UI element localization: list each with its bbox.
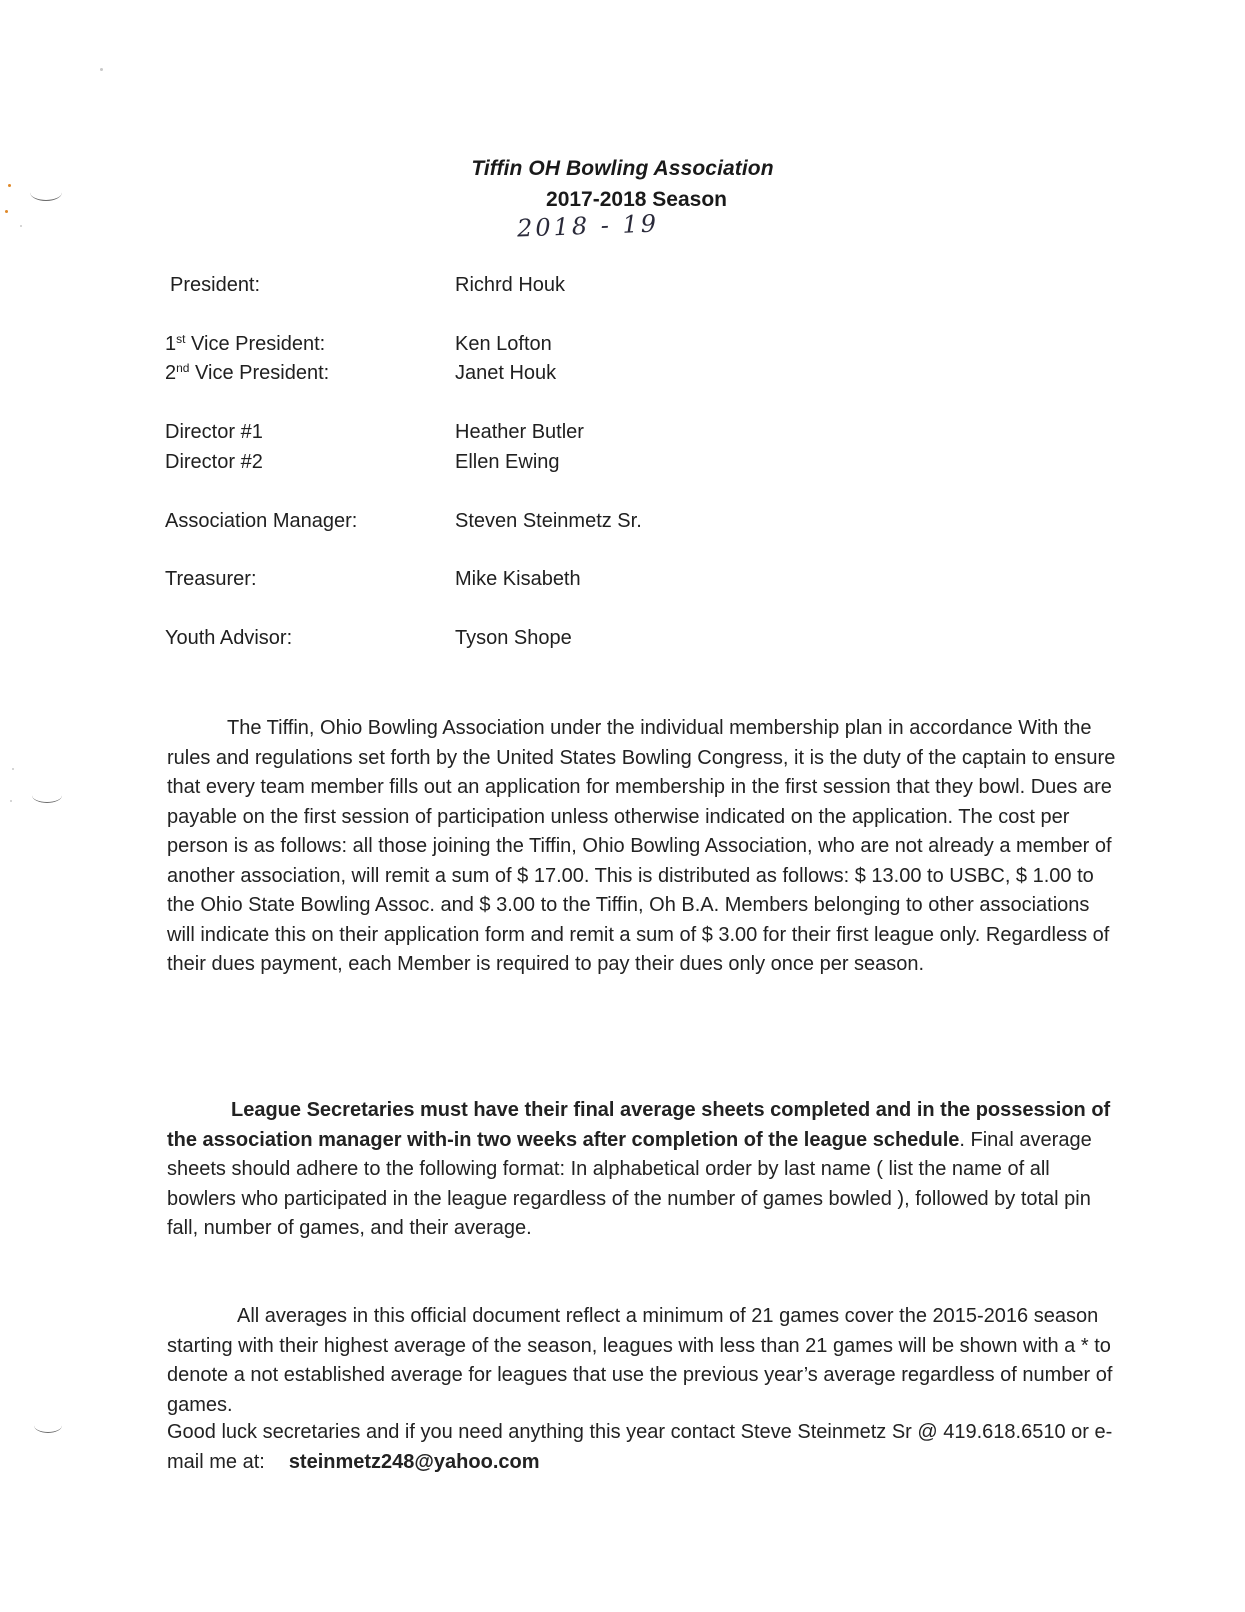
secretaries-bold-text: League Secretaries must have their final average sheets completed and in the possession of the association manager with-in two weeks after completion of the league schedule	[167, 1099, 1111, 1151]
officer-name: Richrd Houk	[455, 274, 566, 296]
officer-role: President:	[170, 274, 261, 296]
contact-email-link[interactable]: steinmetz248@yahoo.com	[288, 1450, 540, 1473]
officer-name: Mike Kisabeth	[455, 568, 581, 590]
document-title: Tiffin OH Bowling Association	[471, 157, 774, 180]
officer-role: Director #1	[165, 421, 263, 443]
officer-role: 2nd Vice President:	[165, 361, 330, 384]
handwritten-season-correction: 2018 - 19	[516, 209, 660, 243]
scan-mark	[32, 788, 62, 803]
officer-name: Heather Butler	[455, 421, 584, 443]
membership-paragraph	[167, 714, 1117, 980]
officer-role: 1st Vice President:	[165, 332, 326, 355]
scan-speck	[100, 68, 103, 71]
officer-role: Youth Advisor:	[165, 627, 293, 649]
scan-speck	[10, 800, 12, 802]
contact-text: Good luck secretaries and if you need anything this year contact Steve Steinmetz Sr @ 419.618.6510 or e-mail me at:	[167, 1421, 1113, 1473]
scan-speck	[20, 225, 22, 227]
averages-text: All averages in this official document reflect a minimum of 21 games cover the 2015-2016 season starting with their highest average of the season, leagues with less than 21 games will be shown with a * to denote a not established average for leagues that use the previous year’s average regardless of number of games.	[167, 1305, 1113, 1416]
officer-name: Tyson Shope	[455, 627, 572, 649]
officer-role: Treasurer:	[165, 568, 257, 590]
averages-paragraph	[167, 1302, 1117, 1420]
secretaries-text: . Final average sheets should adhere to the following format: In alphabetical order by last name ( list the name of all bowlers who participated in the league regardless of the number of games bowled ), followed by total pin fall, number of games, and their average.	[167, 1128, 1092, 1239]
officer-name: Ellen Ewing	[455, 451, 560, 473]
officer-name: Ken Lofton	[455, 333, 552, 355]
officer-role: Association Manager:	[165, 510, 358, 532]
secretaries-paragraph	[167, 1096, 1117, 1244]
officer-role: Director #2	[165, 451, 263, 473]
contact-paragraph	[167, 1418, 1117, 1477]
scan-speck	[8, 184, 11, 187]
scan-speck	[12, 768, 14, 770]
officer-name: Janet Houk	[455, 362, 557, 384]
membership-text: The Tiffin, Ohio Bowling Association under the individual membership plan in accordance With the rules and regulations set forth by the United States Bowling Congress, it is the duty of the captain to ensure that every team member fills out an application for membership in the first session that they bowl. Dues are payable on the first session of participation unless otherwise indicated on the application. The cost per person is as follows: all those joining the Tiffin, Ohio Bowling Association, who are not already a member of another association, will remit a sum of $ 17.00. This is distributed as follows: $ 13.00 to USBC, $ 1.00 to the Ohio State Bowling Assoc. and $ 3.00 to the Tiffin, Oh B.A. Members belonging to other associations will indicate this on their application form and remit a sum of $ 3.00 for their first league only. Regardless of their dues payment, each Member is required to pay their dues only once per season.	[167, 717, 1116, 975]
scan-mark	[34, 1418, 62, 1433]
season-label: 2017-2018 Season	[546, 188, 727, 211]
officer-name: Steven Steinmetz Sr.	[455, 510, 642, 532]
